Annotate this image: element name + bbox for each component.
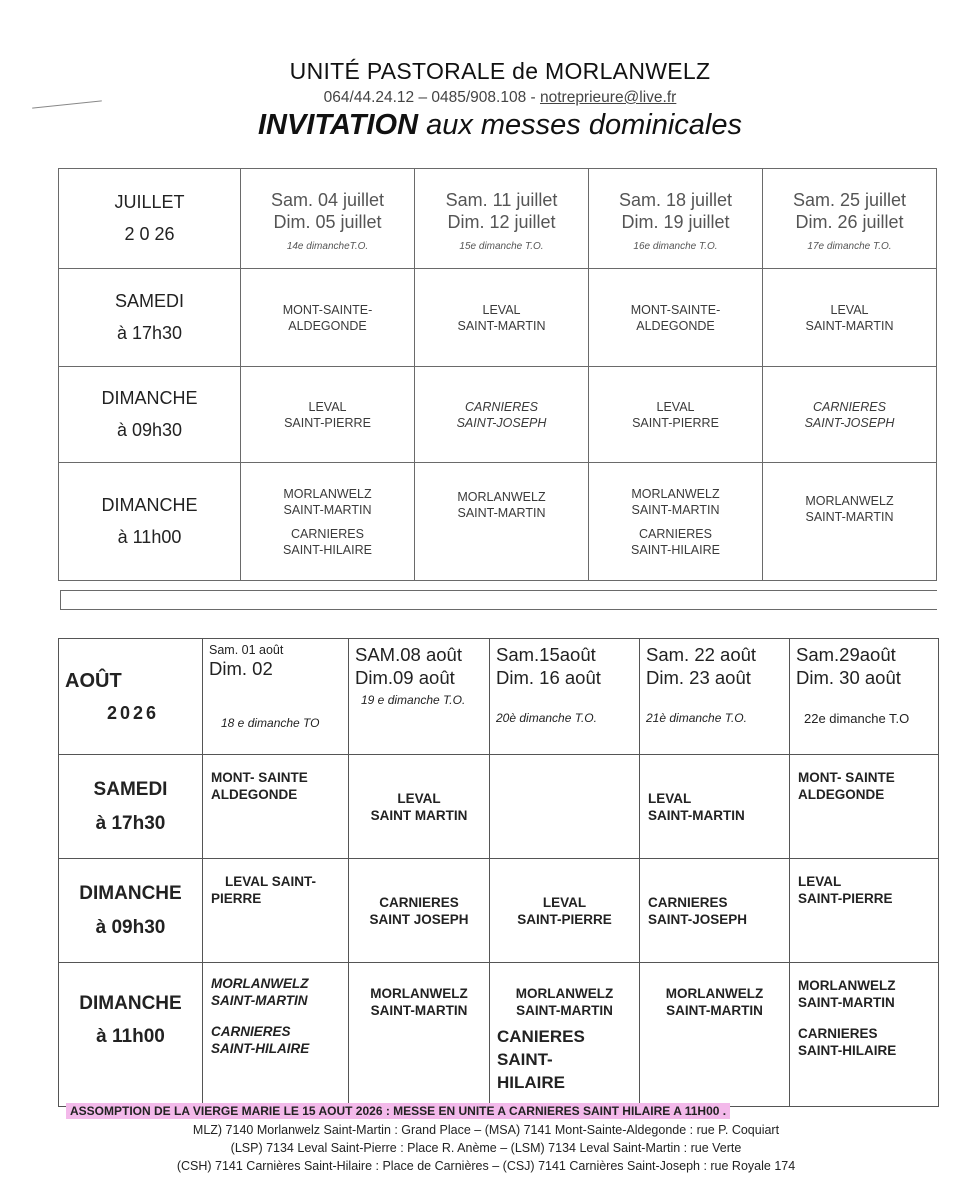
email-link[interactable]: notreprieure@live.fr [539, 89, 677, 106]
place-line: MORLANWELZ [631, 486, 720, 501]
mass-location [790, 963, 939, 1107]
row-day: DIMANCHE [101, 388, 198, 408]
place-line: SAINT MARTIN [370, 807, 468, 823]
place-line: SAINT-MARTIN [805, 510, 894, 524]
place-line: MORLANWELZ [798, 978, 896, 993]
mass-location [490, 859, 640, 963]
row-label [59, 463, 241, 581]
place-line: SAINT-PIERRE [517, 911, 612, 927]
august-date-cell [490, 639, 640, 755]
sunday-date: Dim. 16 août [496, 667, 601, 688]
row-time: à 17h30 [116, 322, 183, 343]
place-line: MONT-SAINTE- [282, 302, 373, 317]
row-time: à 17h30 [95, 812, 166, 834]
assumption-notice: ASSOMPTION DE LA VIERGE MARIE LE 15 AOUT 2026 : MESSE EN UNITE A CARNIERES SAINT HILAIRE A 11H00 . [66, 1103, 730, 1119]
place-line: LEVAL [798, 874, 842, 889]
saturday-date: Sam.29août [796, 644, 896, 665]
place-line: SAINT-JOSEPH [804, 415, 895, 430]
row-day: DIMANCHE [79, 993, 182, 1014]
mass-location [589, 463, 763, 581]
place-line: CARNIERES [465, 399, 538, 414]
sunday-date: Dim. 02 [209, 658, 273, 679]
place-line: SAINT-MARTIN [211, 993, 308, 1008]
mass-location [349, 755, 490, 859]
address-line-3: (CSH) 7141 Carnières Saint-Hilaire : Place de Carnières – (CSJ) 7141 Carnières Saint-Joseph : rue Royale 174 [176, 1159, 796, 1173]
place-line: CARNIERES [639, 526, 712, 541]
address-line-1: MLZ) 7140 Morlanwelz Saint-Martin : Grand Place – (MSA) 7141 Mont-Sainte-Aldegonde : rue P. Coquiart [192, 1123, 780, 1137]
mass-location [763, 269, 937, 367]
liturgical-note: 19 e dimanche T.O. [361, 693, 466, 707]
place-line: LEVAL [830, 302, 869, 317]
place-line: MONT- SAINTE [211, 770, 308, 785]
mass-location [415, 463, 589, 581]
place-line: CARNIERES [211, 1024, 291, 1039]
sunday-date: Dim.09 août [355, 667, 455, 688]
row-time: à 11h00 [117, 526, 182, 547]
sunday-date: Dim. 26 juillet [795, 211, 904, 232]
liturgical-note: 14e dimancheT.O. [286, 240, 369, 252]
july-year: 2 0 26 [124, 223, 175, 244]
july-date-cell [763, 169, 937, 269]
saturday-date: Sam. 04 juillet [270, 189, 385, 210]
place-line: ALDEGONDE [636, 318, 715, 333]
row-day: SAMEDI [114, 291, 184, 311]
saturday-date: Sam. 25 juillet [792, 189, 907, 210]
place-line: MONT-SAINTE- [630, 302, 721, 317]
row-label [59, 755, 203, 859]
august-date-cell [790, 639, 939, 755]
place-line: MORLANWELZ [515, 986, 614, 1001]
place-line: MONT- SAINTE [798, 770, 895, 785]
saturday-date: Sam. 11 juillet [445, 189, 558, 210]
invitation-word: INVITATION [257, 109, 419, 141]
place-line: MORLANWELZ [805, 494, 894, 508]
place-line: MORLANWELZ [283, 486, 372, 501]
place-line: SAINT-MARTIN [648, 807, 745, 823]
mass-location [203, 755, 349, 859]
place-line: LEVAL [397, 790, 441, 806]
mass-location [241, 463, 415, 581]
place-line: LEVAL [308, 399, 347, 414]
mass-location [415, 269, 589, 367]
row-label [59, 963, 203, 1107]
place-line: LEVAL [648, 790, 692, 806]
august-saturday-row [59, 755, 939, 859]
august-date-cell [640, 639, 790, 755]
mass-location [490, 963, 640, 1107]
place-line: SAINT-HILAIRE [631, 542, 720, 557]
place-line: CARNIERES [813, 399, 886, 414]
sunday-date: Dim. 23 août [646, 667, 751, 688]
liturgical-note: 16e dimanche T.O. [633, 240, 718, 252]
august-sunday-0930-row [59, 859, 939, 963]
row-label [59, 367, 241, 463]
liturgical-note: 20è dimanche T.O. [496, 711, 597, 725]
page-title: UNITÉ PASTORALE de MORLANWELZ [289, 58, 711, 84]
mass-location [349, 859, 490, 963]
row-time: à 09h30 [95, 916, 166, 938]
place-line: MORLANWELZ [211, 976, 309, 991]
mass-location [763, 463, 937, 581]
place-line: HILAIRE [497, 1073, 565, 1092]
mass-location [640, 859, 790, 963]
place-line: LEVAL [542, 894, 587, 910]
mass-location [790, 755, 939, 859]
sunday-date: Dim. 19 juillet [621, 211, 730, 232]
place-line: SAINT-MARTIN [457, 506, 546, 520]
invitation-heading [0, 109, 972, 142]
place-line: LEVAL [656, 399, 695, 414]
place-line: CANIERES [497, 1027, 585, 1046]
place-line: ALDEGONDE [211, 787, 298, 802]
place-line: CARNIERES [798, 1026, 878, 1041]
phone-numbers: 064/44.24.12 – 0485/908.108 - [323, 89, 540, 106]
mass-location [763, 367, 937, 463]
place-line: SAINT-PIERRE [632, 415, 719, 430]
august-schedule-table [58, 638, 939, 1107]
place-line: SAINT-JOSEPH [648, 911, 748, 927]
place-line: ALDEGONDE [798, 787, 885, 802]
place-line: MORLANWELZ [370, 986, 468, 1001]
place-line: CARNIERES [379, 894, 459, 910]
row-day: DIMANCHE [79, 883, 182, 905]
place-line: SAINT-JOSEPH [456, 415, 547, 430]
place-line: SAINT-MARTIN [457, 318, 546, 333]
liturgical-note: 17e dimanche T.O. [807, 240, 892, 252]
mass-location [589, 269, 763, 367]
july-sunday-1100-row [59, 463, 937, 581]
place-line: SAINT-MARTIN [805, 318, 894, 333]
place-line: SAINT- [497, 1050, 553, 1069]
row-label [59, 269, 241, 367]
july-saturday-row [59, 269, 937, 367]
liturgical-note: 18 e dimanche TO [221, 716, 320, 730]
liturgical-note: 22e dimanche T.O [804, 711, 910, 726]
saturday-date: Sam. 01 août [209, 643, 284, 657]
place-line: LEVAL [482, 302, 521, 317]
august-header-row [59, 639, 939, 755]
august-date-cell [203, 639, 349, 755]
place-line: MORLANWELZ [457, 490, 546, 504]
place-line: SAINT-PIERRE [798, 891, 893, 906]
july-header-row [59, 169, 937, 269]
place-line: SAINT-MARTIN [631, 502, 720, 517]
row-label [59, 859, 203, 963]
august-sunday-1100-row [59, 963, 939, 1107]
place-line: CARNIERES [291, 526, 364, 541]
row-day: SAMEDI [93, 779, 168, 801]
mass-location [640, 963, 790, 1107]
mass-location [241, 367, 415, 463]
place-line: LEVAL SAINT- [225, 874, 317, 889]
august-month-cell [59, 639, 203, 755]
empty-divider-box [60, 590, 937, 610]
mass-location-empty [490, 755, 640, 859]
mass-location [640, 755, 790, 859]
july-date-cell [241, 169, 415, 269]
contact-line [0, 89, 972, 107]
place-line: CARNIERES [648, 894, 728, 910]
place-line: SAINT-MARTIN [516, 1003, 613, 1018]
row-day: DIMANCHE [101, 495, 198, 515]
mass-location [203, 963, 349, 1107]
mass-location [790, 859, 939, 963]
place-line: ALDEGONDE [288, 318, 367, 333]
august-month: AOÛT [65, 669, 122, 692]
document-header [0, 58, 972, 142]
place-line: SAINT-MARTIN [283, 502, 372, 517]
mass-location [203, 859, 349, 963]
place-line: SAINT-MARTIN [370, 1003, 468, 1018]
liturgical-note: 15e dimanche T.O. [459, 240, 544, 252]
place-line: SAINT-MARTIN [666, 1003, 763, 1018]
sunday-date: Dim. 12 juillet [447, 211, 556, 232]
july-schedule-table [58, 168, 937, 581]
mass-location [589, 367, 763, 463]
saturday-date: Sam. 22 août [646, 644, 757, 665]
invitation-rest: aux messes dominicales [418, 109, 742, 141]
place-line: SAINT-HILAIRE [211, 1041, 310, 1056]
sunday-date: Dim. 30 août [796, 667, 901, 688]
row-time: à 11h00 [96, 1026, 165, 1048]
july-sunday-0930-row [59, 367, 937, 463]
august-date-cell [349, 639, 490, 755]
mass-location [349, 963, 490, 1107]
mass-location [241, 269, 415, 367]
july-date-cell [415, 169, 589, 269]
august-year: 2026 [106, 702, 160, 723]
address-line-2: (LSP) 7134 Leval Saint-Pierre : Place R. Anème – (LSM) 7134 Leval Saint-Martin : rue Verte [230, 1141, 742, 1155]
july-month-cell [59, 169, 241, 269]
mass-location [415, 367, 589, 463]
place-line: SAINT-PIERRE [284, 415, 371, 430]
place-line: MORLANWELZ [665, 986, 764, 1001]
saturday-date: SAM.08 août [355, 644, 462, 665]
place-line: SAINT-HILAIRE [798, 1043, 897, 1058]
july-month: JUILLET [114, 192, 185, 212]
place-line: SAINT-MARTIN [798, 995, 895, 1010]
sunday-date: Dim. 05 juillet [273, 211, 382, 232]
saturday-date: Sam.15août [496, 644, 596, 665]
liturgical-note: 21è dimanche T.O. [646, 711, 747, 725]
saturday-date: Sam. 18 juillet [618, 189, 733, 210]
place-line: SAINT-HILAIRE [283, 542, 372, 557]
row-time: à 09h30 [116, 419, 183, 440]
place-line: PIERRE [211, 891, 262, 906]
july-date-cell [589, 169, 763, 269]
place-line: SAINT JOSEPH [369, 911, 469, 927]
